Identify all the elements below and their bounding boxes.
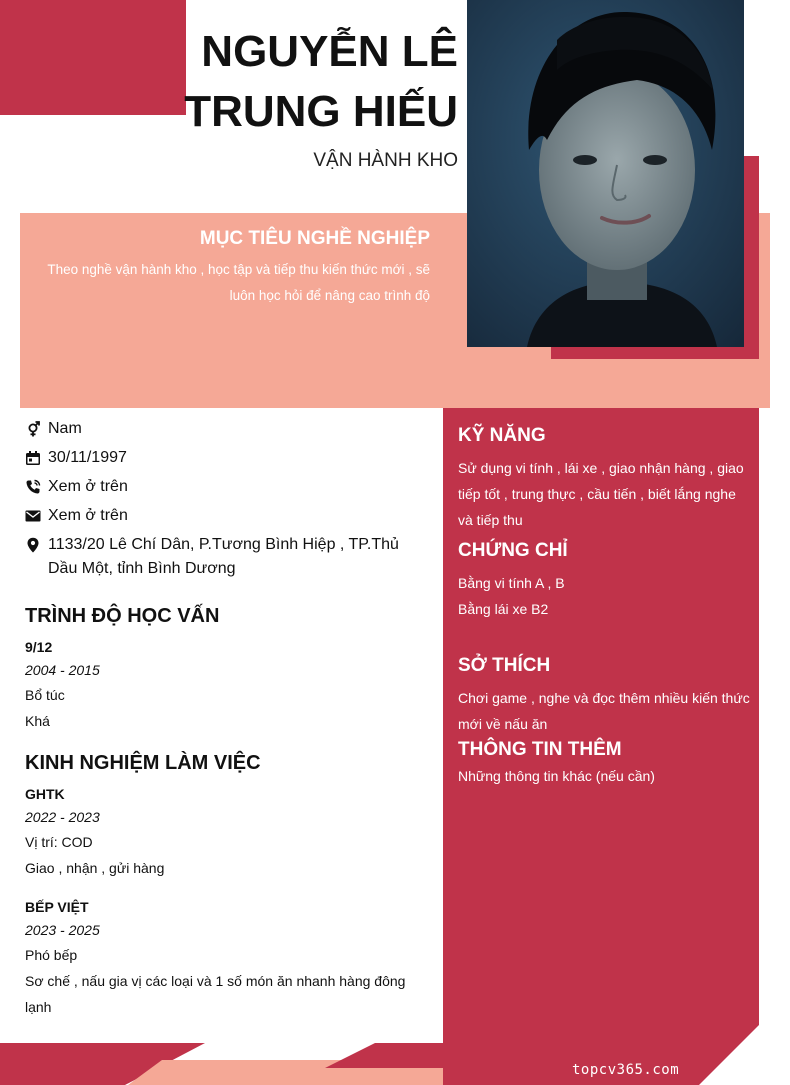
education-major: Bổ túc [25,687,65,703]
profile-photo [467,0,744,347]
job-title: VẬN HÀNH KHO [313,150,458,171]
email-value: Xem ở trên [48,507,128,524]
contact-address [25,533,405,581]
skills-title: KỸ NĂNG [458,425,546,446]
experience-description: Giao , nhận , gửi hàng [25,860,165,876]
education-grade: Khá [25,713,50,729]
hobbies-title: SỞ THÍCH [458,655,551,676]
experience-period: 2023 - 2025 [25,922,100,938]
objective-text: Theo nghề vận hành kho , học tập và tiếp thu kiến thức mới , sẽ luôn học hỏi để nâng cao trình độ [47,262,430,303]
skills-text: Sử dụng vi tính , lái xe , giao nhận hàng , giao tiếp tốt , trung thực , cầu tiến , biết lắng nghe và tiếp thu [458,460,744,528]
experience-position: Vị trí: COD [25,834,93,850]
experience-period: 2022 - 2023 [25,809,100,825]
education-period: 2004 - 2015 [25,662,100,678]
gender-value: Nam [48,420,82,437]
name-line-2: TRUNG HIẾU [184,87,458,136]
experience-company: GHTK [25,786,65,802]
additional-info-title: THÔNG TIN THÊM [458,739,622,760]
address-value: 1133/20 Lê Chí Dân, P.Tương Bình Hiệp , TP.Thủ Dầu Một, tỉnh Bình Dương [48,536,399,577]
objective-title: MỤC TIÊU NGHỀ NGHIỆP [199,228,430,249]
education-title: TRÌNH ĐỘ HỌC VẤN [25,605,220,627]
certificates-title: CHỨNG CHỈ [458,540,568,561]
contact-dob [25,446,127,470]
experience-title: KINH NGHIỆM LÀM VIỆC [25,752,261,774]
hobbies-text: Chơi game , nghe và đọc thêm nhiều kiến thức mới về nấu ăn [458,690,750,732]
name-line-1: NGUYỄN LÊ [201,27,458,76]
experience-position: Phó bếp [25,947,78,963]
contact-email [25,504,128,528]
additional-info-text: Những thông tin khác (nếu cần) [458,768,655,784]
experience-description: Sơ chế , nấu gia vị các loại và 1 số món ăn nhanh hàng đông lạnh [25,973,406,1015]
location-icon [25,533,41,557]
mail-icon [25,504,41,528]
phone-icon [25,475,41,499]
top-left-decor-block [0,0,186,115]
education-name: 9/12 [25,639,53,655]
contact-phone [25,475,128,499]
watermark: topcv365.com [572,1062,680,1078]
certificate-item: Bằng lái xe B2 [458,601,549,617]
dob-value: 30/11/1997 [48,449,127,466]
gender-icon [25,417,41,441]
calendar-icon [25,446,41,470]
contact-gender [25,417,82,441]
certificate-item: Bằng vi tính A , B [458,575,565,591]
experience-company: BẾP VIỆT [25,899,89,915]
phone-value: Xem ở trên [48,478,128,495]
